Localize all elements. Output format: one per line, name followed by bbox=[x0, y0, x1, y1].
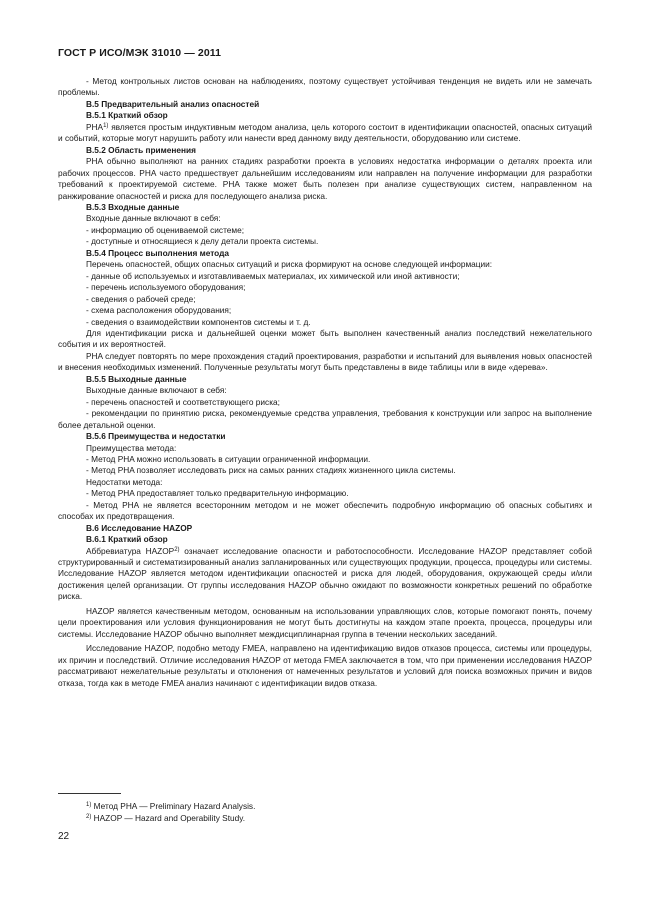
paragraph bbox=[58, 259, 592, 270]
footnote-ref: 1) bbox=[103, 122, 109, 129]
list-item bbox=[58, 76, 592, 99]
text: Входные данные включают в себя: bbox=[86, 213, 221, 224]
list-item bbox=[58, 282, 592, 293]
text: - Метод PHA предоставляет только предварительную информацию. bbox=[86, 488, 349, 499]
section-heading bbox=[58, 374, 592, 385]
list-item bbox=[58, 397, 592, 408]
paragraph bbox=[58, 328, 592, 351]
footnote-ref: 2) bbox=[174, 546, 180, 553]
text: - доступные и относящиеся к делу детали проекта системы. bbox=[86, 236, 319, 247]
text: В.5.2 Область применения bbox=[86, 144, 196, 155]
paragraph bbox=[58, 213, 592, 224]
list-item bbox=[58, 294, 592, 305]
text: - перечень опасностей и соответствующего риска; bbox=[86, 396, 280, 407]
paragraph bbox=[58, 122, 592, 145]
footnote-text: Метод PHA — Preliminary Hazard Analysis. bbox=[93, 801, 256, 811]
section-heading bbox=[58, 248, 592, 259]
text: PHA bbox=[86, 121, 104, 132]
section-heading bbox=[58, 523, 592, 534]
list-item bbox=[58, 488, 592, 499]
text: - Метод PHA позволяет исследовать риск на самых ранних стадиях жизненного цикла системы. bbox=[86, 465, 456, 476]
section-heading bbox=[58, 110, 592, 121]
text: означает исследование опасности и работоспособности. Исследование HAZOP представляет собой структурированный и систематизированный анализ запланированных или существующих продукции, процесса, процедуры или системы. Исследование HAZOP является методом идентификации опасностей и риска для людей, оборудования, окружающей среды и/или достижения целей организации. От группы исследования HAZOP обычно ожидают по возможности конкретных решений по обработке риска. bbox=[58, 545, 593, 602]
text: PHA следует повторять по мере прохождения стадий проектирования, разработки и испытаний для выявления новых опасностей и внесения необходимых изменений. Полученные результаты могут быть представлены в виде таблицы или в виде «дерева». bbox=[58, 350, 592, 373]
footnote-mark: 2) bbox=[86, 814, 92, 820]
paragraph bbox=[58, 546, 592, 603]
paragraph bbox=[58, 606, 592, 640]
text: Аббревиатура HAZOP bbox=[86, 545, 175, 556]
text: Исследование HAZOP, подобно методу FMEA, направлено на идентификацию видов отказов процесса, системы или процедуры, их причин и последствий. Отличие исследования HAZOP от метода FMEA заключается в том, что при применении исследования HAZOP рассматривают нежелательные результаты и отклонения от намеченных результатов и условий для поиска возможных причин и видов отказа, тогда как в методе FMEA анализ начинают с идентификации видов отказа. bbox=[58, 643, 592, 688]
text: - перечень используемого оборудования; bbox=[86, 282, 246, 293]
list-item bbox=[58, 305, 592, 316]
paragraph bbox=[58, 385, 592, 396]
list-item bbox=[58, 465, 592, 476]
paragraph bbox=[58, 351, 592, 374]
footnote-divider bbox=[58, 793, 121, 794]
footnote-text: HAZOP — Hazard and Operability Study. bbox=[93, 813, 246, 823]
text: - данные об используемых и изготавливаемых материалах, их химической или иной активности; bbox=[86, 270, 460, 281]
document-header: ГОСТ Р ИСО/МЭК 31010 — 2011 bbox=[58, 47, 222, 59]
paragraph bbox=[58, 156, 592, 202]
text: Для идентификации риска и дальнейшей оценки может быть выполнен качественный анализ последствий нежелательного события и их вероятностей. bbox=[58, 327, 592, 350]
text: В.5.4 Процесс выполнения метода bbox=[86, 247, 230, 258]
section-heading bbox=[58, 202, 592, 213]
text: В.5.3 Входные данные bbox=[86, 201, 180, 212]
text: Преимущества метода: bbox=[86, 442, 177, 453]
footnotes bbox=[86, 800, 255, 824]
list-item bbox=[58, 500, 592, 523]
text: - Метод PHA можно использовать в ситуации ограниченной информации. bbox=[86, 453, 371, 464]
text: HAZOP является качественным методом, основанным на использовании управляющих слов, которые помогают понять, почему цели проектирования или условия функционирования не могут быть достигнуты на каждом этапе проекта, процесса, процедуры или системы. Исследование HAZOP обычно выполняет междисциплинарная группа в течении нескольких заседаний. bbox=[58, 605, 592, 639]
text: Перечень опасностей, общих опасных ситуаций и риска формируют на основе следующей информации: bbox=[86, 259, 493, 270]
section-heading bbox=[58, 99, 592, 110]
document-body bbox=[58, 76, 592, 689]
text: - информацию об оцениваемой системе; bbox=[86, 224, 245, 235]
text: В.5.5 Выходные данные bbox=[86, 373, 187, 384]
text: Недостатки метода: bbox=[86, 476, 163, 487]
text: В.5.6 Преимущества и недостатки bbox=[86, 431, 226, 442]
text: PHA обычно выполняют на ранних стадиях разработки проекта в условиях недостатка информации о деталях проекта или рабочих процессов. PHA часто предшествует дальнейшим исследованиям или направлен на получение информации для разработки требований к проектируемой системе. PHA также может быть полезен при анализе существующих систем, направленном на ранжирование опасностей и риска для последующего анализа риска. bbox=[58, 156, 592, 201]
list-item bbox=[58, 271, 592, 282]
section-heading bbox=[58, 534, 592, 545]
text: В.6.1 Краткий обзор bbox=[86, 534, 168, 545]
footnote bbox=[86, 812, 255, 824]
list-item bbox=[58, 408, 592, 431]
text: Выходные данные включают в себя: bbox=[86, 385, 227, 396]
footnote-mark: 1) bbox=[86, 802, 92, 808]
list-item bbox=[58, 225, 592, 236]
text: - Метод PHA не является всесторонним методом и не может обеспечить подробную информацию об опасных событиях и способах их предотвращения. bbox=[58, 499, 592, 522]
page-number: 22 bbox=[58, 831, 70, 842]
section-heading bbox=[58, 431, 592, 442]
footnote bbox=[86, 800, 255, 812]
section-heading bbox=[58, 145, 592, 156]
text: В.5.1 Краткий обзор bbox=[86, 110, 168, 121]
list-item bbox=[58, 454, 592, 465]
paragraph bbox=[58, 643, 592, 689]
text: В.6 Исследование HAZOP bbox=[86, 522, 193, 533]
text: - сведения о взаимодействии компонентов системы и т. д. bbox=[86, 316, 311, 327]
paragraph bbox=[58, 443, 592, 454]
paragraph bbox=[58, 477, 592, 488]
list-item bbox=[58, 317, 592, 328]
text: В.5 Предварительный анализ опасностей bbox=[86, 98, 260, 109]
text: является простым индуктивным методом анализа, цель которого состоит в идентификации опасностей, опасных ситуаций и событий, которые могут нарушить работу или нанести вред данному виду деятельности, оборудованию или системе. bbox=[58, 121, 592, 144]
text: - сведения о рабочей среде; bbox=[86, 293, 196, 304]
list-item bbox=[58, 236, 592, 247]
text: - схема расположения оборудования; bbox=[86, 305, 232, 316]
text: - Метод контрольных листов основан на наблюдениях, поэтому существует устойчивая тенденция не видеть или не замечать проблемы. bbox=[58, 76, 592, 98]
text: - рекомендации по принятию риска, рекомендуемые средства управления, требования к конструкции или запрос на выполнение более детальной оценки. bbox=[58, 408, 592, 430]
